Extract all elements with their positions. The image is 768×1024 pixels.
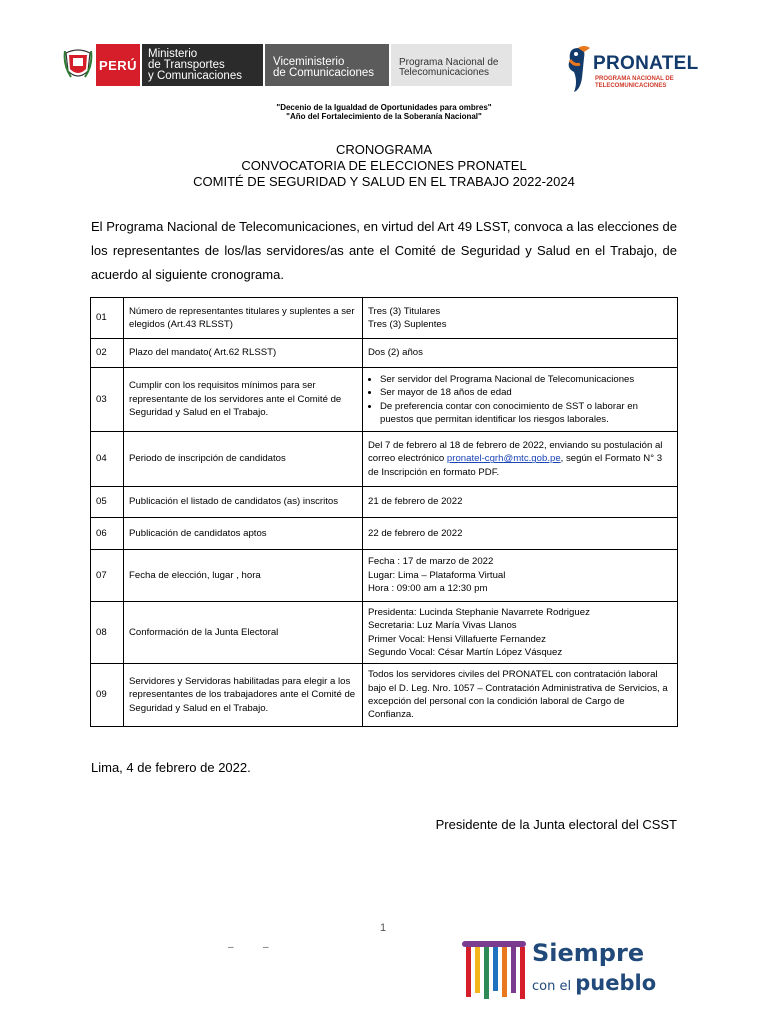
table-row: 03 Cumplir con los requisitos mínimos para ser representante de los servidores ante el Comité de Seguridad y Salud en el Trabajo. • Ser servidor del Programa Nacional de Telecomunicaciones • Ser mayor de 18 años de edad • De preferencia contar con conocimiento de SST o laborar en puestos que permitan identificar los riesgos laborales. [91,368,678,432]
vice-ministry-label: Viceministerio de Comunicaciones [265,44,389,86]
bird-icon [562,42,594,94]
program-label: Programa Nacional de Telecomunicaciones [391,44,512,86]
table-row: 02 Plazo del mandato( Art.62 RLSST) Dos (2) años [91,339,678,368]
table-row: 01 Número de representantes titulares y suplentes a ser elegidos (Art.43 RLSST) Tres (3) Titulares Tres (3) Suplentes [91,298,678,339]
document-title: CRONOGRAMA CONVOCATORIA DE ELECCIONES PRONATEL COMITÉ DE SEGURIDAD Y SALUD EN EL TRABAJO 2022-2024 [193,142,575,189]
pronatel-logo [562,42,712,94]
government-header [60,44,512,86]
footer-dash: – [228,942,234,953]
email-link[interactable]: pronatel-cgrh@mtc.gob.pe [446,453,561,465]
peru-label: PERÚ [96,44,140,86]
pronatel-wordmark: PRONATEL [593,53,699,74]
siempre-text: Siempre [532,939,645,967]
requirements-list [368,373,672,427]
ministry-label: Ministerio de Transportes y Comunicaciones [142,44,263,86]
schedule-table [90,297,678,727]
con-el-pueblo-text: con el pueblo [532,971,657,995]
decenio-text: "Decenio de la Igualdad de Oportunidades para ombres" "Año del Fortalecimiento de la Soberanía Nacional" [276,103,492,121]
pronatel-subtitle: PROGRAMA NACIONAL DE TELECOMUNICACIONES [595,76,674,89]
siempre-con-el-pueblo-logo [460,935,660,1005]
table-row: 08 Conformación de la Junta Electoral Presidenta: Lucinda Stephanie Navarrete Rodriguez Secretaria: Luz María Vivas Llanos Primer Vocal: Hensi Villafuerte Fernandez Segundo Vocal: César Martín López Vásquez [91,602,678,664]
table-row: 04 Periodo de inscripción de candidatos Del 7 de febrero al 18 de febrero de 2022, enviando su postulación al correo electrónico pronatel-cgrh@mtc.gob.pe, según el Formato N° 3 de Inscripción en formato PDF. [91,432,678,487]
page-number: 1 [380,922,387,934]
list-item: • Ser mayor de 18 años de edad [380,386,672,399]
list-item: • Ser servidor del Programa Nacional de Telecomunicaciones [380,373,672,386]
signature-line: Presidente de la Junta electoral del CSST [435,817,677,832]
table-row: 06 Publicación de candidatos aptos 22 de febrero de 2022 [91,518,678,550]
table-row: 07 Fecha de elección, lugar , hora Fecha : 17 de marzo de 2022 Lugar: Lima – Plataforma Virtual Hora : 09:00 am a 12:30 pm [91,550,678,602]
table-row: 05 Publicación el listado de candidatos (as) inscritos 21 de febrero de 2022 [91,487,678,518]
coat-of-arms-icon [60,44,96,86]
place-date: Lima, 4 de febrero de 2022. [91,760,251,775]
intro-paragraph: El Programa Nacional de Telecomunicaciones, en virtud del Art 49 LSST, convoca a las elecciones de los representantes de los/las servidores/as ante el Comité de Seguridad y Salud en el Trabajo, de acuerdo al siguiente cronograma. [91,219,677,282]
footer-dash: – [263,942,269,953]
tapestry-icon [460,937,528,1003]
table-row: 09 Servidores y Servidoras habilitadas para elegir a los representantes de los trabajadores ante el Comité de Seguridad y Salud en el Trabajo. Todos los servidores civiles del PRONATEL con contratación laboral bajo el D. Leg. Nro. 1057 – Contratación Administrativa de Servicios, a excepción del personal con la condición laboral de Cargo de Confianza. [91,664,678,727]
list-item: • De preferencia contar con conocimiento de SST o laborar en puestos que permitan identificar los riesgos laborales. [380,400,672,427]
